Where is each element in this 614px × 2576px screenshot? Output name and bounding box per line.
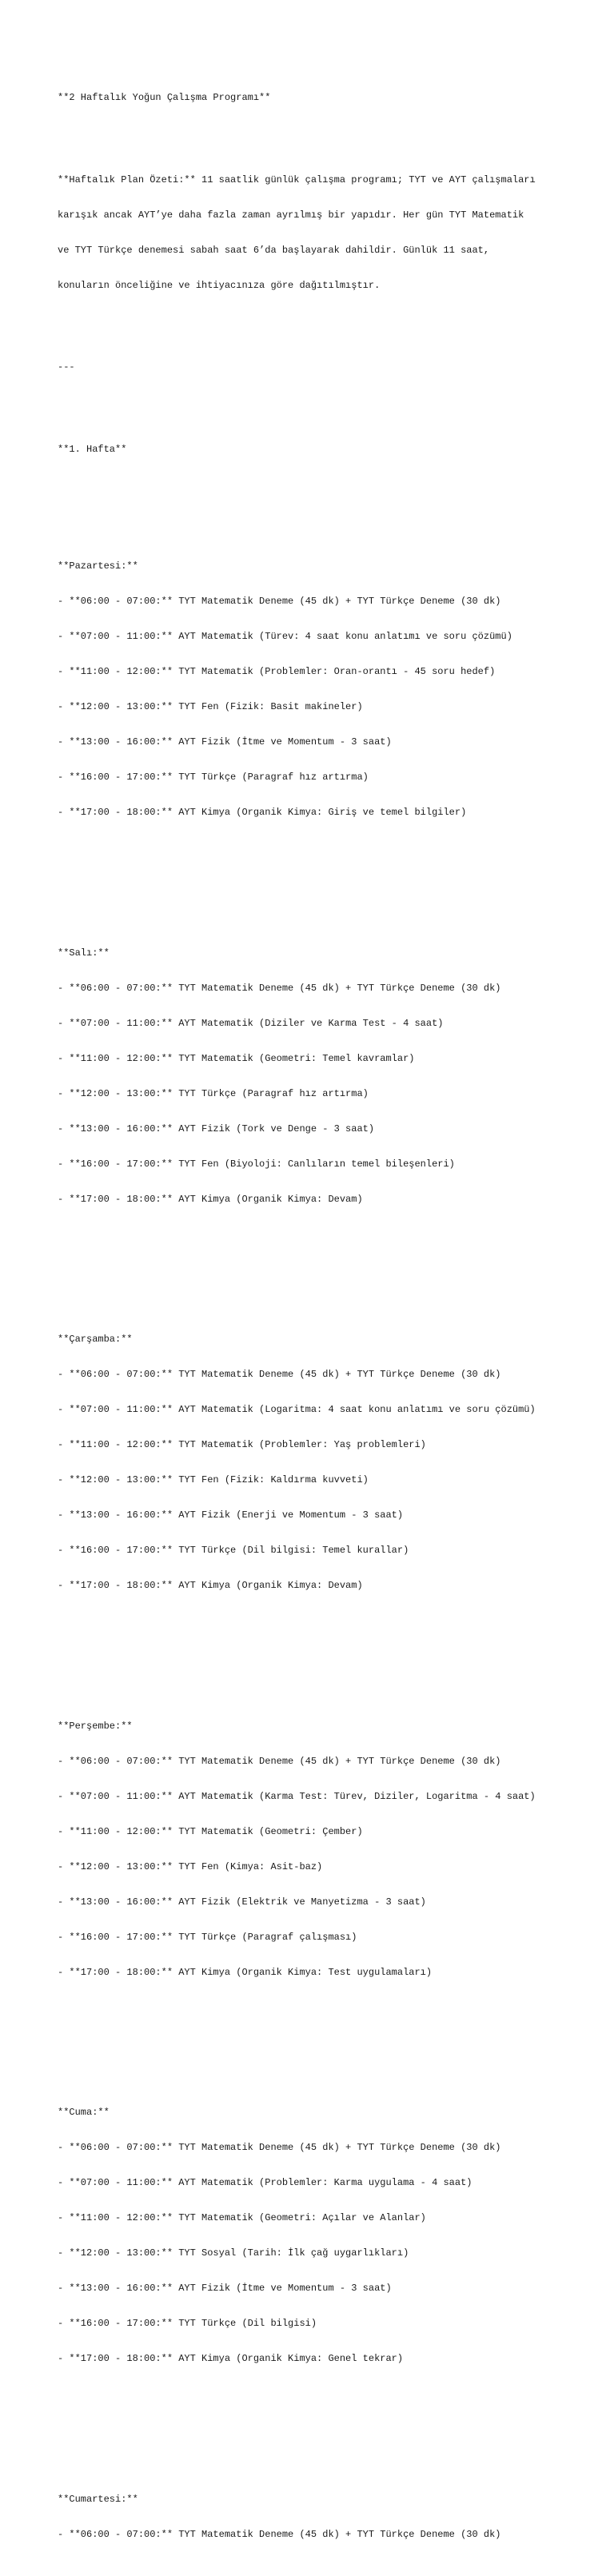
day-heading: **Pazartesi:** bbox=[58, 560, 138, 572]
document-title: **2 Haftalık Yoğun Çalışma Programı** bbox=[58, 92, 271, 104]
day-section-carsamba bbox=[58, 1310, 569, 1615]
day-heading: **Cumartesi:** bbox=[58, 2493, 138, 2505]
blank-line bbox=[58, 1252, 569, 1264]
day-heading: **Cuma:** bbox=[58, 2107, 110, 2119]
schedule-item: - **13:00 - 16:00:** AYT Fizik (Enerji ve Momentum - 3 saat) bbox=[58, 1509, 404, 1521]
schedule-item: - **07:00 - 11:00:** AYT Matematik (Türev: 4 saat konu anlatımı ve soru çözümü) bbox=[58, 631, 512, 643]
horizontal-rule: --- bbox=[58, 361, 75, 373]
schedule-item: - **11:00 - 12:00:** TYT Matematik (Geometri: Temel kavramlar) bbox=[58, 1052, 415, 1064]
schedule-item: - **11:00 - 12:00:** TYT Matematik (Geometri: Açılar ve Alanlar) bbox=[58, 2212, 426, 2224]
schedule-item: - **17:00 - 18:00:** AYT Kimya (Organik Kimya: Test uygulamaları) bbox=[58, 1966, 433, 1978]
schedule-item: - **17:00 - 18:00:** AYT Kimya (Organik Kimya: Genel tekrar) bbox=[58, 2353, 404, 2365]
summary-line: karışık ancak AYT’ye daha fazla zaman ayrılmış bir yapıdır. Her gün TYT Matematik bbox=[58, 209, 524, 221]
schedule-item: - **11:00 - 12:00:** TYT Matematik (Problemler: Oran-orantı - 45 soru hedef) bbox=[58, 666, 496, 678]
schedule-item: - **07:00 - 11:00:** AYT Matematik (Diziler ve Karma Test - 4 saat) bbox=[58, 1017, 444, 1029]
blank-line bbox=[58, 865, 569, 877]
schedule-item: - **06:00 - 07:00:** TYT Matematik Deneme (45 dk) + TYT Türkçe Deneme (30 dk) bbox=[58, 2528, 501, 2540]
schedule-item: - **06:00 - 07:00:** TYT Matematik Deneme (45 dk) + TYT Türkçe Deneme (30 dk) bbox=[58, 2142, 501, 2154]
blank-line bbox=[58, 397, 569, 409]
summary-line: **Haftalık Plan Özeti:** 11 saatlik günlük çalışma programı; TYT ve AYT çalışmaları bbox=[58, 173, 536, 185]
schedule-item: - **11:00 - 12:00:** TYT Matematik (Problemler: Yaş problemleri) bbox=[58, 1439, 426, 1451]
day-section-pazartesi bbox=[58, 537, 569, 842]
day-section-persembe bbox=[58, 1697, 569, 2002]
document-page bbox=[58, 69, 569, 2576]
schedule-item: - **13:00 - 16:00:** AYT Fizik (İtme ve Momentum - 3 saat) bbox=[58, 2283, 392, 2295]
schedule-item: - **07:00 - 11:00:** AYT Matematik (Logaritma: 4 saat konu anlatımı ve soru çözümü) bbox=[58, 1404, 536, 1416]
schedule-item: - **12:00 - 13:00:** TYT Türkçe (Paragraf hız artırma) bbox=[58, 1087, 369, 1099]
blank-line bbox=[58, 479, 569, 491]
schedule-item: - **12:00 - 13:00:** TYT Fen (Fizik: Basit makineler) bbox=[58, 701, 363, 713]
schedule-item: - **12:00 - 13:00:** TYT Sosyal (Tarih: İlk çağ uygarlıkları) bbox=[58, 2247, 409, 2259]
blank-line bbox=[58, 127, 569, 139]
day-section-cuma bbox=[58, 2084, 569, 2388]
blank-line bbox=[58, 315, 569, 327]
schedule-item: - **12:00 - 13:00:** TYT Fen (Fizik: Kaldırma kuvveti) bbox=[58, 1474, 369, 1486]
day-heading: **Salı:** bbox=[58, 947, 110, 959]
schedule-item: - **13:00 - 16:00:** AYT Fizik (İtme ve Momentum - 3 saat) bbox=[58, 736, 392, 748]
schedule-item: - **06:00 - 07:00:** TYT Matematik Deneme (45 dk) + TYT Türkçe Deneme (30 dk) bbox=[58, 1369, 501, 1381]
schedule-item: - **16:00 - 17:00:** TYT Türkçe (Dil bilgisi: Temel kurallar) bbox=[58, 1545, 409, 1557]
schedule-item: - **11:00 - 12:00:** TYT Matematik (Geometri: Çember) bbox=[58, 1825, 363, 1837]
day-heading: **Çarşamba:** bbox=[58, 1334, 133, 1346]
summary-line: ve TYT Türkçe denemesi sabah saat 6’da başlayarak dahildir. Günlük 11 saat, bbox=[58, 244, 490, 256]
schedule-item: - **16:00 - 17:00:** TYT Türkçe (Paragraf çalışması) bbox=[58, 1931, 357, 1943]
summary-line: konuların önceliğine ve ihtiyacınıza göre dağıtılmıştır. bbox=[58, 279, 381, 291]
day-section-sali bbox=[58, 924, 569, 1229]
day-section-cumartesi bbox=[58, 2470, 569, 2564]
schedule-item: - **07:00 - 11:00:** AYT Matematik (Karma Test: Türev, Diziler, Logaritma - 4 saat) bbox=[58, 1790, 536, 1802]
schedule-item: - **13:00 - 16:00:** AYT Fizik (Tork ve Denge - 3 saat) bbox=[58, 1123, 375, 1134]
schedule-item: - **13:00 - 16:00:** AYT Fizik (Elektrik ve Manyetizma - 3 saat) bbox=[58, 1896, 426, 1908]
schedule-item: - **16:00 - 17:00:** TYT Fen (Biyoloji: Canlıların temel bileşenleri) bbox=[58, 1158, 455, 1170]
schedule-item: - **12:00 - 13:00:** TYT Fen (Kimya: Asit-baz) bbox=[58, 1860, 323, 1872]
blank-line bbox=[58, 1638, 569, 1650]
schedule-item: - **17:00 - 18:00:** AYT Kimya (Organik Kimya: Devam) bbox=[58, 1580, 363, 1592]
schedule-item: - **17:00 - 18:00:** AYT Kimya (Organik Kimya: Giriş ve temel bilgiler) bbox=[58, 807, 467, 819]
day-heading: **Perşembe:** bbox=[58, 1720, 133, 1732]
week-heading: **1. Hafta** bbox=[58, 443, 127, 455]
blank-line bbox=[58, 2025, 569, 2037]
schedule-item: - **06:00 - 07:00:** TYT Matematik Deneme (45 dk) + TYT Türkçe Deneme (30 dk) bbox=[58, 982, 501, 994]
schedule-item: - **17:00 - 18:00:** AYT Kimya (Organik Kimya: Devam) bbox=[58, 1193, 363, 1205]
schedule-item: - **06:00 - 07:00:** TYT Matematik Deneme (45 dk) + TYT Türkçe Deneme (30 dk) bbox=[58, 1755, 501, 1767]
schedule-item: - **16:00 - 17:00:** TYT Türkçe (Paragraf hız artırma) bbox=[58, 772, 369, 784]
schedule-item: - **06:00 - 07:00:** TYT Matematik Deneme (45 dk) + TYT Türkçe Deneme (30 dk) bbox=[58, 596, 501, 608]
blank-line bbox=[58, 2411, 569, 2423]
schedule-item: - **16:00 - 17:00:** TYT Türkçe (Dil bilgisi) bbox=[58, 2318, 317, 2330]
schedule-item: - **07:00 - 11:00:** AYT Matematik (Problemler: Karma uygulama - 4 saat) bbox=[58, 2177, 472, 2189]
